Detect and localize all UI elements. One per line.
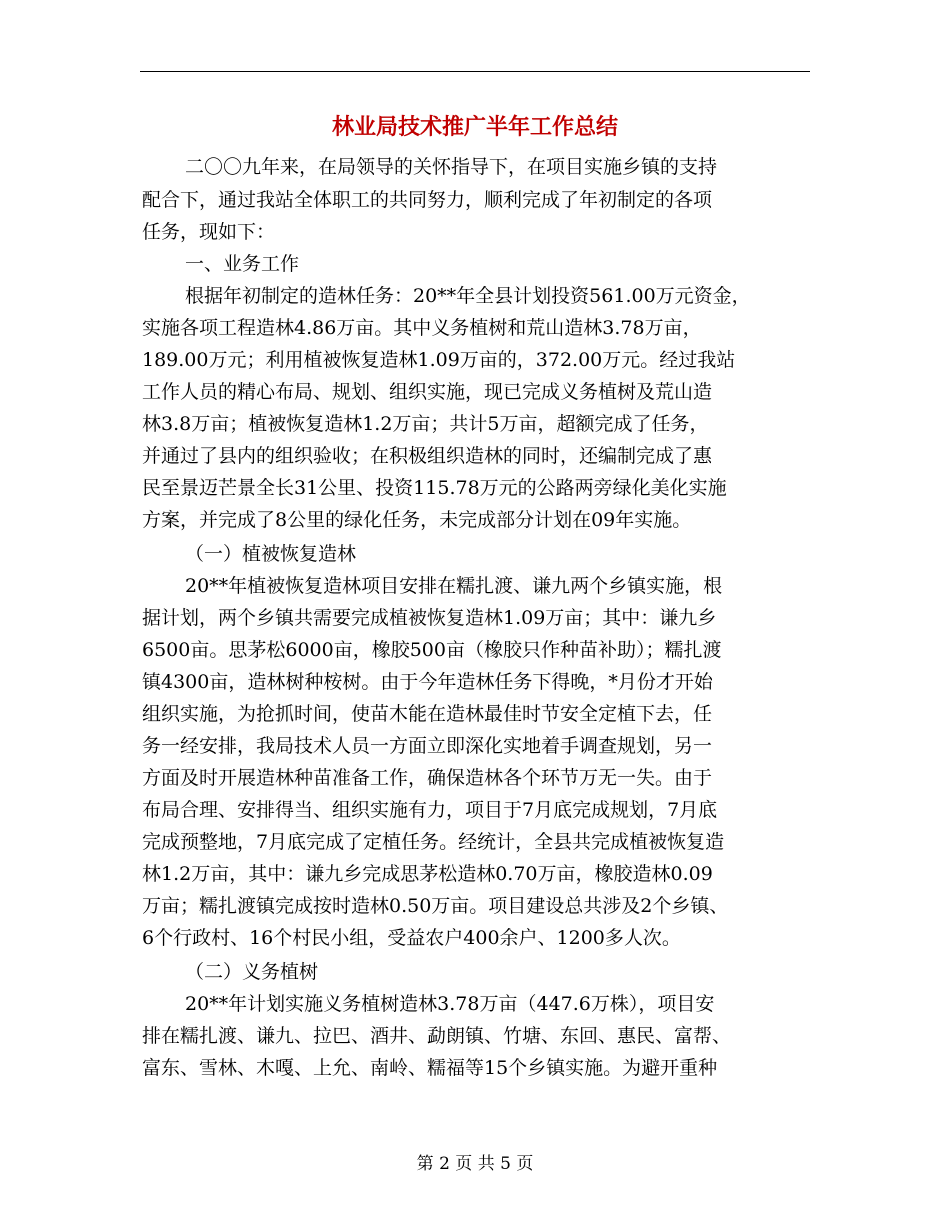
paragraph-line: 配合下，通过我站全体职工的共同努力，顺利完成了年初制定的各项 [142, 189, 713, 211]
header-rule [140, 71, 810, 72]
paragraph-line: 林1.2万亩，其中：谦九乡完成思茅松造林0.70万亩，橡胶造林0.09 [142, 863, 713, 885]
paragraph-line: 工作人员的精心布局、规划、组织实施，现已完成义务植树及荒山造 [142, 381, 713, 403]
paragraph-line: 务一经安排，我局技术人员一方面立即深化实地着手调查规划，另一 [142, 735, 713, 757]
paragraph-line: 方案，并完成了8公里的绿化任务，未完成部分计划在09年实施。 [142, 509, 692, 531]
paragraph-line: 林3.8万亩；植被恢复造林1.2万亩；共计5万亩，超额完成了任务， [142, 413, 709, 435]
paragraph-line: 排在糯扎渡、谦九、拉巴、酒井、勐朗镇、竹塘、东回、惠民、富帮、 [142, 1025, 732, 1047]
document-title: 林业局技术推广半年工作总结 [331, 114, 618, 140]
paragraph-line: 6个行政村、16个村民小组，受益农户400余户、1200多人次。 [142, 927, 681, 949]
paragraph-line: 二〇〇九年来，在局领导的关怀指导下，在项目实施乡镇的支持 [185, 156, 718, 178]
paragraph-line: 镇4300亩，造林树种桉树。由于今年造林任务下得晚，*月份才开始 [142, 671, 713, 693]
paragraph-line: 方面及时开展造林种苗准备工作，确保造林各个环节万无一失。由于 [142, 767, 713, 789]
section-heading: 一、业务工作 [185, 253, 300, 275]
paragraph-line: 20**年计划实施义务植树造林3.78万亩（447.6万株），项目安 [185, 993, 715, 1015]
paragraph-line: 富东、雪林、木嘎、上允、南岭、糯福等15个乡镇实施。为避开重种 [142, 1057, 718, 1079]
paragraph-line: 并通过了县内的组织验收；在积极组织造林的同时，还编制完成了惠 [142, 445, 713, 467]
paragraph-line: 189.00万元；利用植被恢复造林1.09万亩的，372.00万元。经过我站 [142, 349, 736, 371]
paragraph-line: 据计划，两个乡镇共需要完成植被恢复造林1.09万亩；其中：谦九乡 [142, 607, 717, 629]
page-footer: 第 2 页 共 5 页 [416, 1154, 534, 1174]
paragraph-line: 实施各项工程造林4.86万亩。其中义务植树和荒山造林3.78万亩， [142, 317, 702, 339]
subsection-heading: （二）义务植树 [185, 961, 319, 983]
paragraph-line: 布局合理、安排得当、组织实施有力，项目于7月底完成规划，7月底 [142, 799, 718, 821]
subsection-heading: （一）植被恢复造林 [185, 543, 357, 565]
paragraph-line: 民至景迈芒景全长31公里、投资115.78万元的公路两旁绿化美化实施 [142, 477, 727, 499]
paragraph-line: 根据年初制定的造林任务：20**年全县计划投资561.00万元资金， [185, 285, 751, 307]
paragraph-line: 6500亩。思茅松6000亩，橡胶500亩（橡胶只作种苗补助）；糯扎渡 [142, 639, 722, 661]
paragraph-line: 20**年植被恢复造林项目安排在糯扎渡、谦九两个乡镇实施，根 [185, 575, 723, 597]
paragraph-line: 完成预整地，7月底完成了定植任务。经统计，全县共完成植被恢复造 [142, 831, 725, 853]
paragraph-line: 任务，现如下： [142, 221, 276, 243]
paragraph-line: 万亩；糯扎渡镇完成按时造林0.50万亩。项目建设总共涉及2个乡镇、 [142, 895, 729, 917]
paragraph-line: 组织实施，为抢抓时间，使苗木能在造林最佳时节安全定植下去，任 [142, 703, 713, 725]
